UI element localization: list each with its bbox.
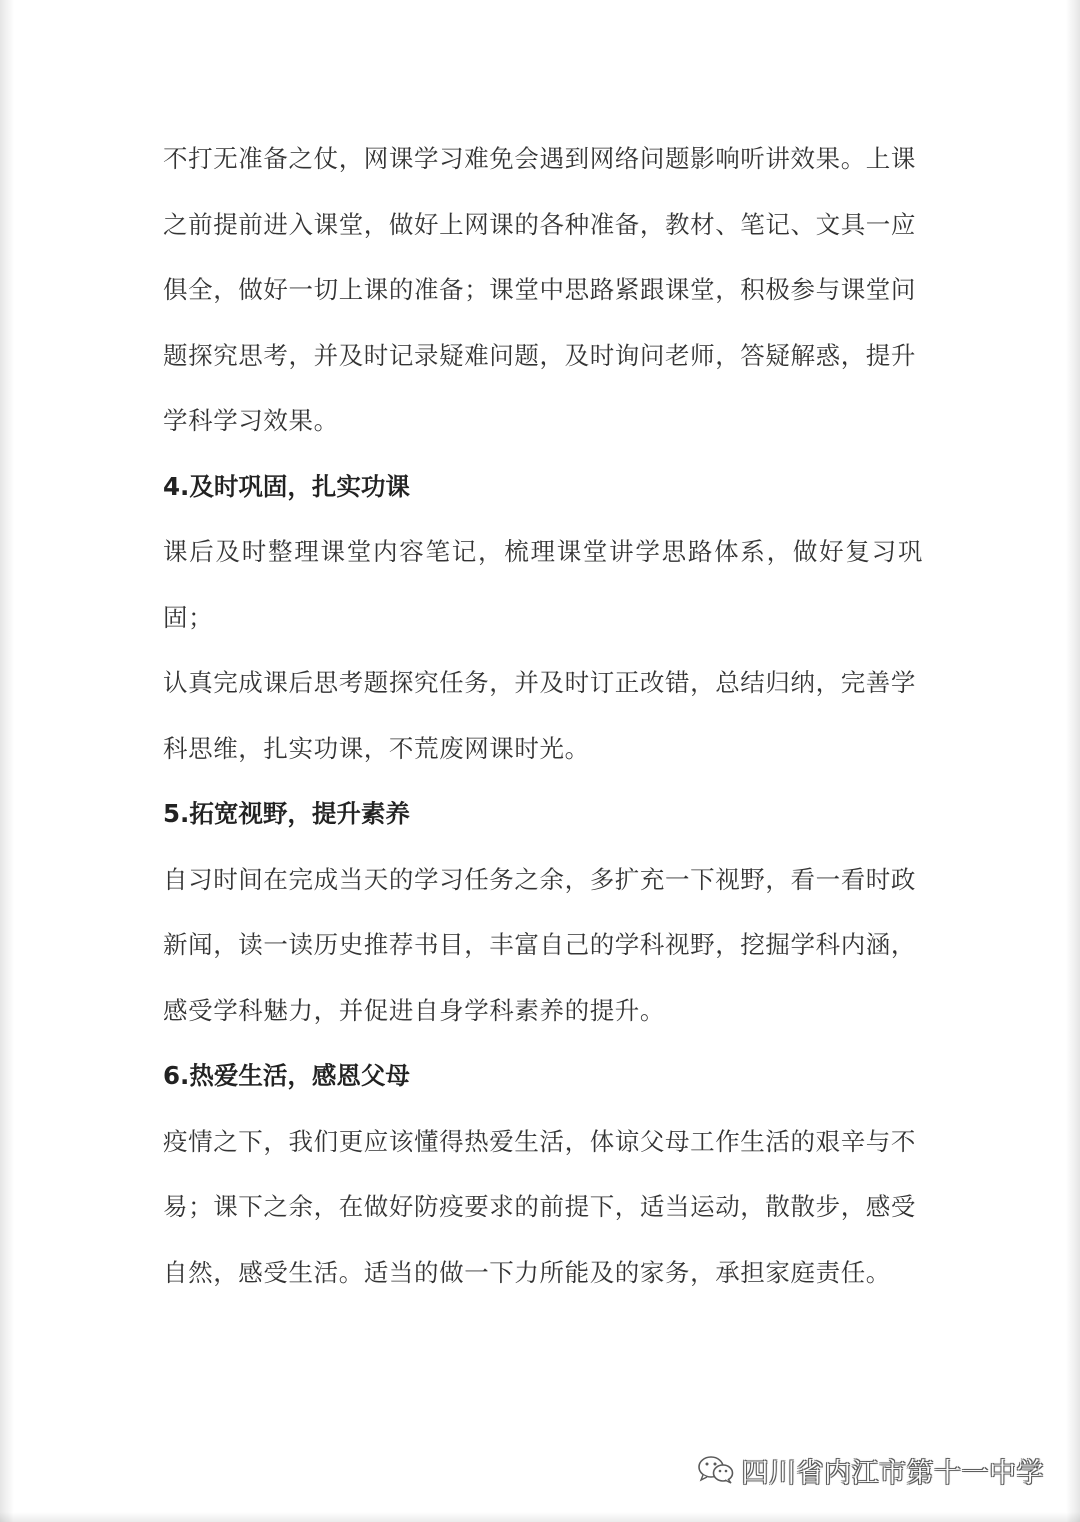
text-line: 新闻，读一读历史推荐书目，丰富自己的学科视野，挖掘学科内涵， [163,930,916,959]
paragraph-2 [163,519,923,781]
text-line: 俱全，做好一切上课的准备；课堂中思路紧跟课堂，积极参与课堂问 [163,275,916,304]
text-line: 认真完成课后思考题探究任务，并及时订正改错，总结归纳，完善学 [163,668,916,697]
text-line: 自习时间在完成当天的学习任务之余，多扩充一下视野，看一看时政 [163,864,916,894]
text-line: 科思维，扎实功课，不荒废网课时光。 [163,733,590,763]
text-line: 之前提前进入课堂，做好上网课的各种准备，教材、笔记、文具一应 [163,209,916,239]
section-heading-5: 5.拓宽视野，提升素养 [163,799,410,828]
paragraph-1 [163,126,923,454]
page-edge-right [1066,0,1080,1522]
paragraph-3 [163,847,923,1044]
text-line: 疫情之下，我们更应该懂得热爱生活，体谅父母工作生活的艰辛与不 [163,1126,916,1156]
text-line: 感受学科魅力，并促进自身学科素养的提升。 [163,995,665,1025]
text-line: 课后及时整理课堂内容笔记，梳理课堂讲学思路体系，做好复习巩固； [163,537,923,632]
paragraph-4 [163,1109,923,1306]
section-heading-6: 6.热爱生活，感恩父母 [163,1061,410,1090]
text-line: 题探究思考，并及时记录疑难问题，及时询问老师，答疑解惑，提升 [163,340,916,370]
page-edge-left [0,0,14,1522]
page-edge-bottom [0,1512,1080,1522]
wechat-watermark [696,1452,1045,1488]
watermark-text: 四川省内江市第十一中学 [741,1457,1044,1489]
wechat-icon [696,1454,736,1486]
text-line: 自然，感受生活。适当的做一下力所能及的家务，承担家庭责任。 [163,1257,891,1287]
text-line: 不打无准备之仗，网课学习难免会遇到网络问题影响听讲效果。上课 [163,144,916,173]
section-heading-4: 4.及时巩固，扎实功课 [163,471,410,501]
text-line: 易；课下之余，在做好防疫要求的前提下，适当运动，散散步，感受 [163,1192,916,1221]
document-body [163,126,923,1305]
text-line: 学科学习效果。 [163,406,339,435]
